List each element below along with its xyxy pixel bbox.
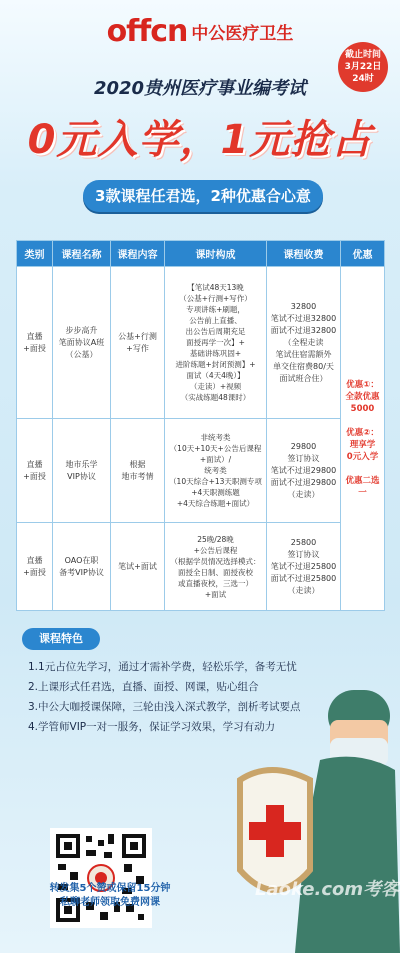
table-row [17, 419, 385, 523]
subtitle-pill: 3款课程任君选，2种优惠合心意 [83, 180, 323, 212]
offer-2-label: 优惠②： [346, 427, 379, 438]
header-hours: 课时构成 [165, 241, 267, 267]
offer-1-label: 优惠①： [346, 379, 379, 390]
exam-title: 2020贵州医疗事业编考试 [93, 78, 307, 99]
watermark: Laoke.com考客 [255, 879, 400, 900]
cell-offers [341, 267, 385, 611]
qr-code[interactable] [50, 828, 152, 928]
header-content: 课程内容 [111, 241, 165, 267]
cell-name: 步步高升 笔面协议A班 （公基） [53, 267, 111, 419]
deadline-line1: 截止时间 [344, 50, 381, 60]
feature-item: 1.1元占位先学习，通过才需补学费，轻松乐学，备考无忧 [28, 661, 297, 673]
cell-category: 直播 +面授 [17, 267, 53, 419]
offer-1-text: 全款优惠 5000 [345, 391, 380, 414]
cell-fee: 25800 签订协议 笔试不过退25800 面试不过退25800 （走读） [267, 523, 341, 611]
table-row [17, 523, 385, 611]
logo-en: offcn [106, 14, 188, 49]
feature-item: 4.学管师VIP一对一服务，保证学习效果，学习有动力 [28, 721, 276, 733]
table-header-row [17, 241, 385, 267]
qr-caption-1: 转发集5个赞或保留15分钟 [49, 883, 171, 894]
cell-hours: 25晚/28晚 +公告后课程 （根据学员情况选择模式： 面授全日制、面授夜校 或直播夜校，三选一） +面试 [165, 523, 267, 611]
header-fee: 课程收费 [267, 241, 341, 267]
logo-cn: 中公医疗卫生 [191, 24, 294, 44]
cell-fee: 32800 笔试不过退32800 面试不过退32800 （全程走读 笔试住宿需额外 单交住宿费80/天 面试班合住） [267, 267, 341, 419]
deadline-line3: 24时 [352, 74, 374, 84]
cell-content: 根据 地市考情 [111, 419, 165, 523]
cell-name: OAO在职 备考VIP协议 [53, 523, 111, 611]
cell-category: 直播 +面授 [17, 419, 53, 523]
cell-content: 笔试+面试 [111, 523, 165, 611]
feature-item: 2.上课形式任君选，直播、面授、网课，贴心组合 [28, 681, 259, 693]
header-offer: 优惠 [341, 241, 385, 267]
header-category: 类别 [17, 241, 53, 267]
qr-caption-2: 私聊老师领取免费网课 [60, 897, 160, 908]
offer-choice: 优惠二选一 [345, 475, 380, 498]
deadline-line2: 3月22日 [344, 62, 382, 72]
cell-category: 直播 +面授 [17, 523, 53, 611]
cell-hours: 非统考类 （10天+10天+公告后课程 +面试）/ 统考类 （10天综合+13天职测专项 +4天职测练题 +4天综合练题+面试） [165, 419, 267, 523]
header-name: 课程名称 [53, 241, 111, 267]
cell-fee: 29800 签订协议 笔试不过退29800 面试不过退29800 （走读） [267, 419, 341, 523]
cell-hours: 【笔试48天13晚 （公基+行测+写作） 专项讲练+刷题， 公告前上直播、 出公告后周期充足 面授再学一次】+ 基础讲练巩固+ 进阶练题+封闭预测】+ 面试（4天4晚）】 （走读）+视频 （实战练题48课时） [165, 267, 267, 419]
offer-2-text: 理享学 0元入学 [346, 439, 379, 462]
features-title: 课程特色 [22, 628, 100, 650]
cell-content: 公基+行测 +写作 [111, 267, 165, 419]
slogan: 0元入学，1元抢占 [27, 117, 373, 163]
feature-item: 3.中公大咖授课保障，三轮由浅入深式教学，剖析考试要点 [28, 701, 301, 713]
course-table [16, 240, 385, 611]
table-row [17, 267, 385, 419]
course-table-wrap [16, 240, 384, 611]
cell-name: 地市乐学 VIP协议 [53, 419, 111, 523]
doctor-illustration [200, 680, 400, 953]
offer-2 [343, 427, 382, 463]
offer-1 [343, 379, 382, 415]
brand-logo [0, 14, 400, 49]
qr-code-icon [54, 832, 148, 924]
